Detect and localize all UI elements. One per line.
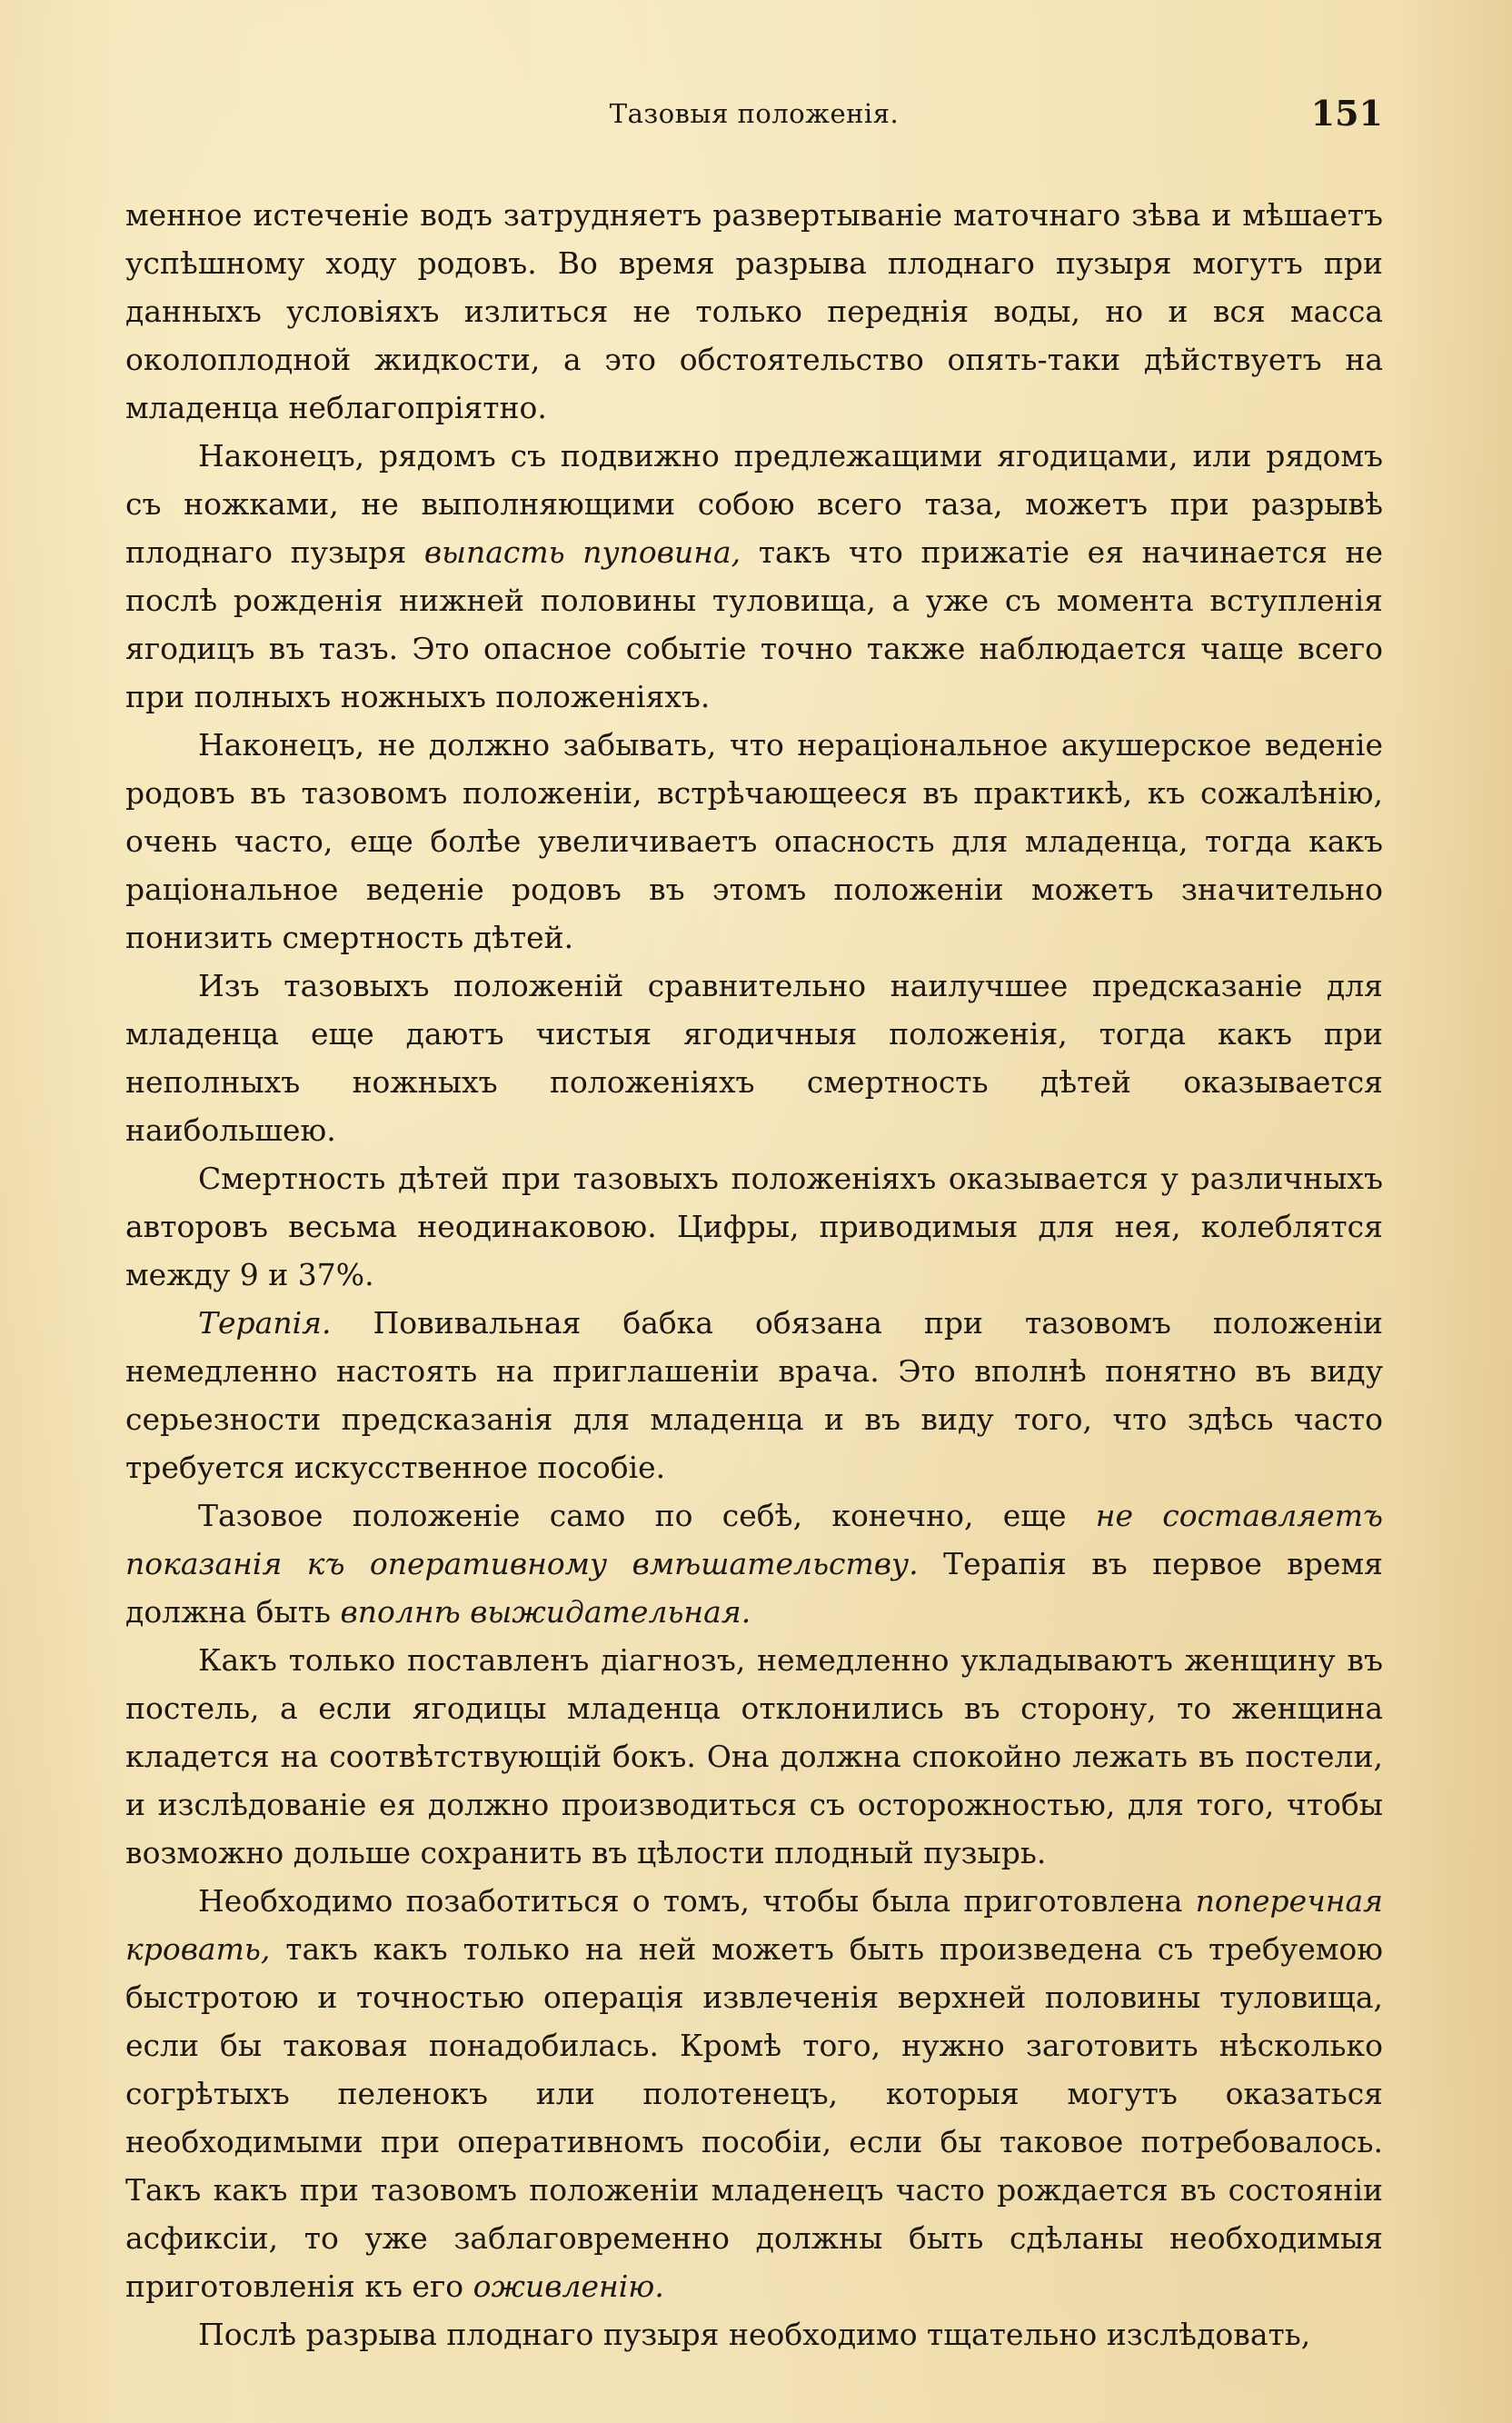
page-header <box>125 93 1383 142</box>
text-segment: Наконецъ, рядомъ съ подвижно предлежащими ягодицами, или рядомъ съ ножками, не выполняющими собою всего таза, можетъ при разрывѣ плоднаго пузыря <box>125 438 1383 570</box>
text-segment: менное истеченіе водъ затрудняетъ развертываніе маточнаго зѣва и мѣшаетъ успѣшному ходу родовъ. Во время разрыва плоднаго пузыря могутъ при данныхъ условіяхъ излиться не только переднія воды, но и вся масса околоплодной жидкости, а это обстоятельство опять-таки дѣйствуетъ на младенца неблагопріятно. <box>125 197 1383 425</box>
page-number: 151 <box>1310 93 1383 134</box>
text-segment: Терапія въ первое время должна быть <box>125 1546 1383 1630</box>
emphasized-text: оживленію. <box>472 2268 664 2304</box>
paragraph <box>125 432 1383 721</box>
emphasized-text: выпасть пуповина, <box>423 534 741 570</box>
paragraph <box>125 1491 1383 1636</box>
paragraph <box>125 962 1383 1154</box>
text-segment: Тазовое положеніе само по себѣ, конечно, еще <box>198 1498 1096 1533</box>
running-head: Тазовыя положенія. <box>609 98 900 129</box>
section-heading-inline: Терапія. <box>198 1305 332 1341</box>
emphasized-text: не составляетъ показанія къ оперативному вмѣшательству. <box>125 1498 1383 1581</box>
text-segment: Необходимо позаботиться о томъ, чтобы была приготовлена <box>198 1883 1196 1919</box>
paragraph <box>125 1299 1383 1491</box>
text-segment: Смертность дѣтей при тазовыхъ положеніяхъ оказывается у различныхъ авторовъ весьма неодинаковою. Цифры, приводимыя для нея, колеблятся между 9 и 37%. <box>125 1161 1383 1292</box>
text-segment: Какъ только поставленъ діагнозъ, немедленно укладываютъ женщину въ постель, а если ягодицы младенца отклонились въ сторону, то женщина кладется на соотвѣтствующій бокъ. Она должна спокойно лежать въ постели, и изслѣдованіе ея должно производиться съ осторожностью, для того, чтобы возможно дольше сохранить въ цѣлости плодный пузырь. <box>125 1642 1383 1870</box>
paragraph <box>125 2310 1383 2358</box>
paragraph <box>125 191 1383 432</box>
text-segment: такъ какъ только на ней можетъ быть произведена съ требуемою быстротою и точностью операція извлеченія верхней половины туловища, если бы таковая понадобилась. Кромѣ того, нужно заготовить нѣсколько согрѣтыхъ пеленокъ или полотенецъ, которыя могутъ оказаться необходимыми при оперативномъ пособіи, если бы таковое потребовалось. Такъ какъ при тазовомъ положеніи младенецъ часто рождается въ состояніи асфиксіи, то уже заблаговременно должны быть сдѣланы необходимыя приготовленія къ его <box>125 1931 1383 2304</box>
text-segment: Повивальная бабка обязана при тазовомъ положеніи немедленно настоять на приглашеніи врача. Это вполнѣ понятно въ виду серьезности предсказанія для младенца и въ виду того, что здѣсь часто требуется искусственное пособіе. <box>125 1305 1383 1485</box>
emphasized-text: поперечная кровать, <box>125 1883 1383 1967</box>
text-segment: Изъ тазовыхъ положеній сравнительно наилучшее предсказаніе для младенца еще даютъ чистыя ягодичныя положенія, тогда какъ при неполныхъ ножныхъ положеніяхъ смертность дѣтей оказывается наибольшею. <box>125 968 1383 1148</box>
text-segment: Послѣ разрыва плоднаго пузыря необходимо тщательно изслѣдовать, <box>198 2317 1311 2352</box>
paragraph <box>125 1877 1383 2310</box>
emphasized-text: вполнѣ выжидательная. <box>340 1594 751 1630</box>
paragraph <box>125 1636 1383 1877</box>
text-segment: Наконецъ, не должно забывать, что нераціональное акушерское веденіе родовъ въ тазовомъ положеніи, встрѣчающееся въ практикѣ, къ сожалѣнію, очень часто, еще болѣе увеличиваетъ опасность для младенца, тогда какъ раціональное веденіе родовъ въ этомъ положеніи можетъ значительно понизить смертность дѣтей. <box>125 727 1383 955</box>
text-segment: такъ что прижатіе ея начинается не послѣ рожденія нижней половины туловища, а уже съ момента вступленія ягодицъ въ тазъ. Это опасное событіе точно также наблюдается чаще всего при полныхъ ножныхъ положеніяхъ. <box>125 534 1383 714</box>
body-text <box>125 191 1383 2358</box>
paragraph <box>125 1154 1383 1299</box>
paragraph <box>125 721 1383 962</box>
